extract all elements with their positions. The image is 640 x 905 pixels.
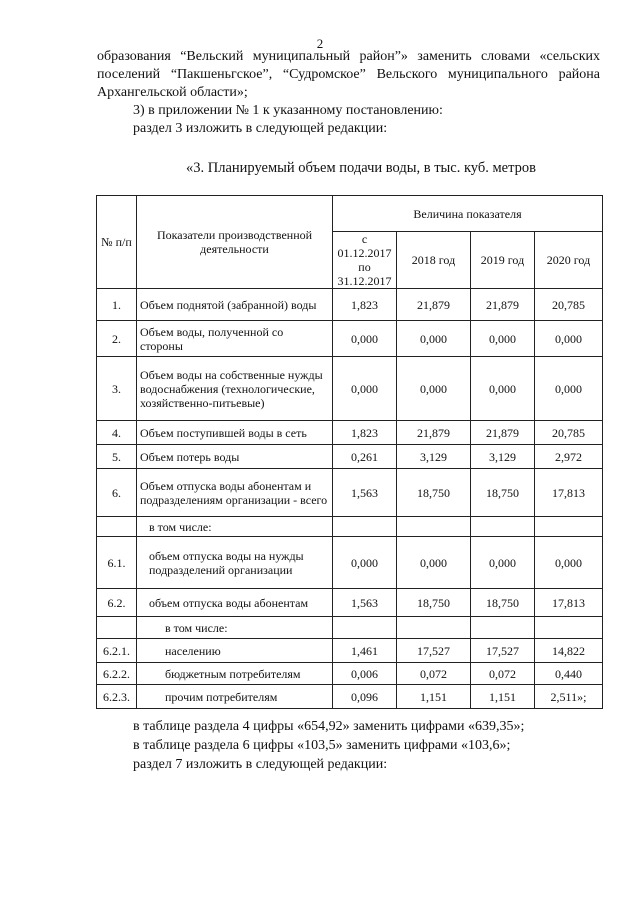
row-value: 0,000 <box>471 537 535 589</box>
row-value: 1,461 <box>333 639 397 663</box>
row-value: 3,129 <box>471 445 535 469</box>
row-value: 0,000 <box>397 357 471 421</box>
table-row <box>97 639 603 663</box>
intro-line-5: раздел 3 изложить в следующей редакции: <box>133 121 388 136</box>
row-value <box>333 517 397 537</box>
row-value: 14,822 <box>535 639 603 663</box>
row-num: 5. <box>97 445 137 469</box>
row-value: 21,879 <box>397 421 471 445</box>
row-name: бюджетным потребителям <box>137 663 333 685</box>
table-row <box>97 469 603 517</box>
row-value: 17,527 <box>397 639 471 663</box>
table-row <box>97 589 603 617</box>
row-num: 6. <box>97 469 137 517</box>
intro-line-2: поселений “Пакшеньгское”, “Судромское” Вельского муниципального района <box>97 67 600 82</box>
header-indicator: Показатели производственной деятельности <box>137 196 333 289</box>
row-value: 21,879 <box>471 289 535 321</box>
row-value: 0,000 <box>333 357 397 421</box>
row-value: 18,750 <box>471 589 535 617</box>
row-num: 6.1. <box>97 537 137 589</box>
row-value: 18,750 <box>397 589 471 617</box>
row-value: 0,000 <box>535 321 603 357</box>
row-name: в том числе: <box>137 517 333 537</box>
table-row <box>97 289 603 321</box>
after-line-2: в таблице раздела 6 цифры «103,5» заменить цифрами «103,6»; <box>133 738 511 753</box>
row-value: 1,151 <box>471 685 535 709</box>
row-num: 6.2.2. <box>97 663 137 685</box>
row-name: Объем поступившей воды в сеть <box>137 421 333 445</box>
table-row <box>97 421 603 445</box>
row-num: 6.2. <box>97 589 137 617</box>
water-supply-table <box>96 195 603 709</box>
row-value <box>535 517 603 537</box>
table-row <box>97 445 603 469</box>
row-value: 0,261 <box>333 445 397 469</box>
intro-line-3: Архангельской области»; <box>97 85 248 100</box>
row-value <box>397 517 471 537</box>
row-value <box>333 617 397 639</box>
row-value: 21,879 <box>397 289 471 321</box>
section-title: «3. Планируемый объем подачи воды, в тыс. куб. метров <box>186 160 536 176</box>
row-value: 1,563 <box>333 469 397 517</box>
row-value: 0,000 <box>471 321 535 357</box>
row-num: 3. <box>97 357 137 421</box>
row-name: в том числе: <box>137 617 333 639</box>
row-num: 6.2.3. <box>97 685 137 709</box>
row-value: 17,813 <box>535 589 603 617</box>
row-value: 0,096 <box>333 685 397 709</box>
row-value <box>471 517 535 537</box>
row-name: прочим потребителям <box>137 685 333 709</box>
row-value: 2,972 <box>535 445 603 469</box>
row-value: 21,879 <box>471 421 535 445</box>
row-num <box>97 517 137 537</box>
table-row <box>97 517 603 537</box>
row-value: 3,129 <box>397 445 471 469</box>
after-line-3: раздел 7 изложить в следующей редакции: <box>133 757 388 772</box>
row-value: 0,000 <box>471 357 535 421</box>
row-value: 18,750 <box>471 469 535 517</box>
row-value <box>535 617 603 639</box>
header-num: № п/п <box>97 196 137 289</box>
row-value: 0,000 <box>397 537 471 589</box>
row-value: 17,813 <box>535 469 603 517</box>
intro-line-4: 3) в приложении № 1 к указанному постановлению: <box>133 103 443 118</box>
header-period-3: 2019 год <box>471 232 535 289</box>
row-value: 2,511»; <box>535 685 603 709</box>
row-name: населению <box>137 639 333 663</box>
table-row <box>97 537 603 589</box>
row-value: 1,823 <box>333 289 397 321</box>
row-num: 4. <box>97 421 137 445</box>
row-value: 1,563 <box>333 589 397 617</box>
row-value: 1,151 <box>397 685 471 709</box>
row-value: 0,000 <box>333 321 397 357</box>
row-num: 6.2.1. <box>97 639 137 663</box>
row-name: объем отпуска воды абонентам <box>137 589 333 617</box>
row-name: Объем поднятой (забранной) воды <box>137 289 333 321</box>
row-value: 17,527 <box>471 639 535 663</box>
row-num: 1. <box>97 289 137 321</box>
intro-line-1: образования “Вельский муниципальный район”» заменить словами «сельских <box>97 49 600 64</box>
row-value: 18,750 <box>397 469 471 517</box>
row-num: 2. <box>97 321 137 357</box>
row-value: 1,823 <box>333 421 397 445</box>
table-row <box>97 663 603 685</box>
row-value: 0,000 <box>333 537 397 589</box>
header-value-group: Величина показателя <box>333 196 603 232</box>
row-value: 0,072 <box>471 663 535 685</box>
table-row <box>97 617 603 639</box>
row-value: 20,785 <box>535 421 603 445</box>
header-period-4: 2020 год <box>535 232 603 289</box>
header-period-2: 2018 год <box>397 232 471 289</box>
row-value: 0,000 <box>535 537 603 589</box>
row-num <box>97 617 137 639</box>
row-value <box>397 617 471 639</box>
after-line-1: в таблице раздела 4 цифры «654,92» заменить цифрами «639,35»; <box>133 719 525 734</box>
row-name: Объем отпуска воды абонентам и подразделениям организации - всего <box>137 469 333 517</box>
row-value: 0,000 <box>535 357 603 421</box>
row-value: 20,785 <box>535 289 603 321</box>
row-name: Объем потерь воды <box>137 445 333 469</box>
row-value: 0,006 <box>333 663 397 685</box>
table-row <box>97 357 603 421</box>
page-number: 2 <box>316 36 324 51</box>
row-value: 0,440 <box>535 663 603 685</box>
row-name: Объем воды, полученной со стороны <box>137 321 333 357</box>
row-name: объем отпуска воды на нужды подразделений организации <box>137 537 333 589</box>
row-name: Объем воды на собственные нужды водоснабжения (технологические, хозяйственно-питьевые) <box>137 357 333 421</box>
row-value: 0,072 <box>397 663 471 685</box>
table-row <box>97 321 603 357</box>
table-row <box>97 685 603 709</box>
row-value <box>471 617 535 639</box>
row-value: 0,000 <box>397 321 471 357</box>
header-period-1: с 01.12.2017 по 31.12.2017 <box>333 232 397 289</box>
